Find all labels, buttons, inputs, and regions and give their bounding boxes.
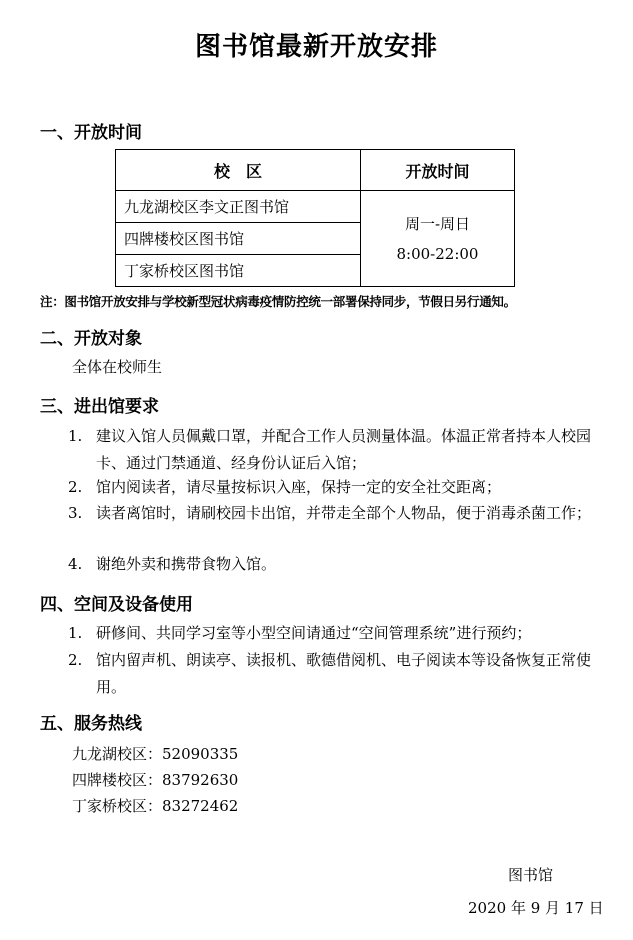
table-header-campus: 校 区 [116, 150, 361, 191]
list-text: 谢绝外卖和携带食物入馆。 [96, 555, 277, 573]
section-heading-space: 四、空间及设备使用 [40, 595, 193, 615]
list-item [68, 551, 608, 578]
campus-cell: 九龙湖校区李文正图书馆 [116, 191, 361, 223]
campus-cell: 四牌楼校区图书馆 [116, 223, 361, 255]
section-heading-hours: 一、开放时间 [40, 123, 142, 143]
list-number: 1. [68, 624, 83, 642]
signature-date: 2020 年 9 月 17 日 [468, 899, 604, 917]
hours-note: 注：图书馆开放安排与学校新型冠状病毒疫情防控统一部署保持同步，节假日另行通知。 [40, 294, 516, 309]
page-title: 图书馆最新开放安排 [194, 32, 438, 62]
audience-text: 全体在校师生 [72, 358, 163, 376]
list-number: 2. [68, 651, 83, 669]
hours-days: 周一-周日 [404, 214, 471, 233]
list-text: 馆内阅读者，请尽量按标识入座，保持一定的安全社交距离； [96, 478, 502, 496]
list-item [68, 647, 608, 701]
signature-org: 图书馆 [508, 866, 554, 884]
hours-cell [361, 191, 515, 287]
hotline-line: 四牌楼校区：83792630 [72, 771, 239, 789]
table-header-row [116, 150, 515, 191]
section-heading-hotline: 五、服务热线 [40, 714, 142, 734]
list-number: 3. [68, 504, 83, 522]
hours-time: 8:00-22:00 [396, 244, 479, 263]
list-item [68, 500, 608, 527]
list-item [68, 620, 608, 647]
campus-cell: 丁家桥校区图书馆 [116, 255, 361, 287]
hotline-line: 丁家桥校区：83272462 [72, 797, 239, 815]
list-text: 建议入馆人员佩戴口罩，并配合工作人员测量体温。体温正常者持本人校园卡、通过门禁通道、经身份认证后入馆； [96, 427, 592, 472]
table-row [116, 191, 515, 223]
list-number: 2. [68, 478, 83, 496]
list-item [68, 474, 608, 501]
list-text: 研修间、共同学习室等小型空间请通过“空间管理系统”进行预约； [96, 624, 532, 642]
list-item [68, 423, 608, 477]
opening-hours-table [115, 149, 515, 287]
hotline-line: 九龙湖校区：52090335 [72, 745, 239, 763]
list-number: 1. [68, 427, 83, 445]
table-header-hours: 开放时间 [361, 150, 515, 191]
list-text: 读者离馆时，请刷校园卡出馆，并带走全部个人物品，便于消毒杀菌工作； [96, 504, 592, 522]
section-heading-entry: 三、进出馆要求 [40, 397, 159, 417]
list-number: 4. [68, 555, 83, 573]
list-text: 馆内留声机、朗读亭、读报机、歌德借阅机、电子阅读本等设备恢复正常使用。 [96, 651, 592, 696]
section-heading-audience: 二、开放对象 [40, 329, 142, 349]
